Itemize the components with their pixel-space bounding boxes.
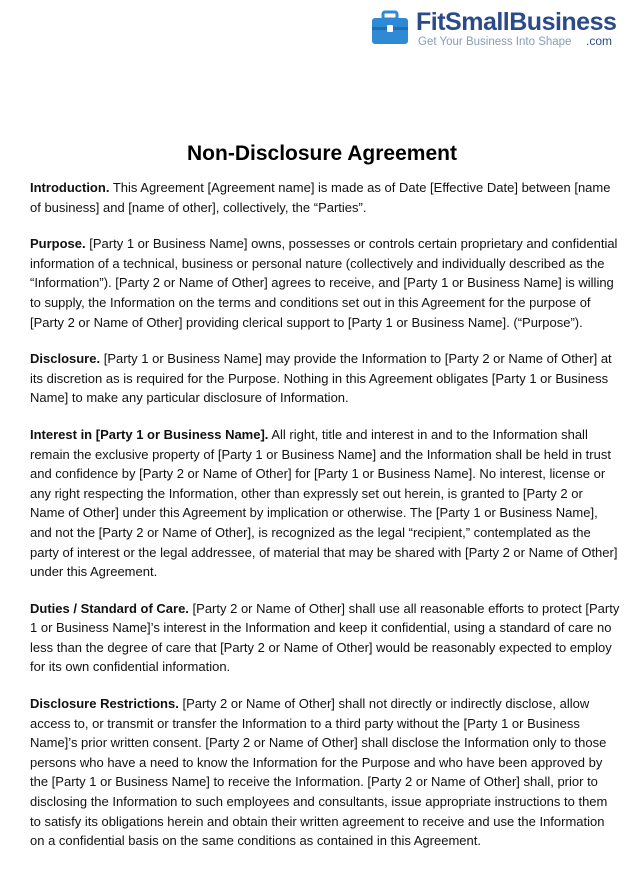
section-duties <box>30 599 620 677</box>
section-introduction <box>30 178 620 217</box>
brand-tagline: Get Your Business Into Shape <box>418 36 572 48</box>
section-heading: Disclosure Restrictions. <box>30 696 179 712</box>
section-heading: Purpose. <box>30 236 86 252</box>
section-disclosure <box>30 349 620 408</box>
section-heading: Duties / Standard of Care. <box>30 600 189 616</box>
section-text: [Party 2 or Name of Other] shall use all reasonable efforts to protect [Party 1 or Business Name]’s interest in the Information and keep it confidential, using a standard of care no less than the degree of care that [Party 2 or Name of Other] would be reasonably expected to employ for its own confidential information. <box>30 600 620 675</box>
document-body <box>30 178 620 868</box>
section-heading: Introduction. <box>30 180 110 195</box>
section-heading: Disclosure. <box>30 351 101 367</box>
section-interest <box>30 425 620 582</box>
section-text: [Party 1 or Business Name] may provide the Information to [Party 2 or Name of Other] at its discretion as is required for the Purpose. Nothing in this Agreement obligates [Party 1 or Business Name] to make any particular disclosure of Information. <box>30 351 612 406</box>
section-text: [Party 1 or Business Name] owns, possesses or controls certain proprietary and confidential information of a technical, business or personal nature (collectively and individually described as the “Information”). [Party 2 or Name of Other] agrees to receive, and [Party 1 or Business Name] is willing to supply, the Information on the terms and conditions set out in this Agreement for the purpose of [Party 2 or Name of Other] providing clerical support to [Party 1 or Business Name]. (“Purpose”). <box>30 236 618 330</box>
section-restrictions <box>30 694 620 851</box>
section-heading: Interest in [Party 1 or Business Name]. <box>30 426 269 442</box>
section-text: [Party 2 or Name of Other] shall not directly or indirectly disclose, allow access to, or transmit or transfer the Information to a third party without the [Party 1 or Business Name]’s prior written consent. [Party 2 or Name of Other] shall disclose the Information only to those persons who have a need to know the Information for the Purpose and who have been approved by the [Party 1 or Business Name] to receive the Information. [Party 2 or Name of Other] shall, prior to disclosing the Information to such employees and consultants, issue appropriate instructions to them to satisfy its obligations herein and obtain their written agreement to receive and use the Information on a confidential basis on the same conditions as contained in this Agreement. <box>30 696 608 849</box>
section-purpose <box>30 234 620 332</box>
brand-suffix: .com <box>586 34 613 48</box>
section-text: This Agreement [Agreement name] is made as of Date [Effective Date] between [name of business] and [name of other], collectively, the “Parties”. <box>30 180 611 215</box>
brand-logo[interactable] <box>370 8 632 52</box>
document-title: Non-Disclosure Agreement <box>187 142 457 165</box>
section-text: All right, title and interest in and to the Information shall remain the exclusive property of [Party 1 or Business Name] and the Information shall be held in trust and confidence by [Party 2 or Name of Other] for [Party 1 or Business Name]. No interest, license or any right respecting the Information, other than expressly set out herein, is granted to [Party 2 or Name of Other] under this Agreement by implication or otherwise. The [Party 1 or Business Name], and not the [Party 2 or Name of Other], is recognized as the legal “recipient,” contemplated as the party of interest or the legal addressee, of material that may be shared with [Party 2 or Name of Other] under this Agreement. <box>30 426 618 580</box>
briefcase-icon <box>370 10 410 46</box>
brand-name: FitSmallBusiness <box>416 8 617 36</box>
